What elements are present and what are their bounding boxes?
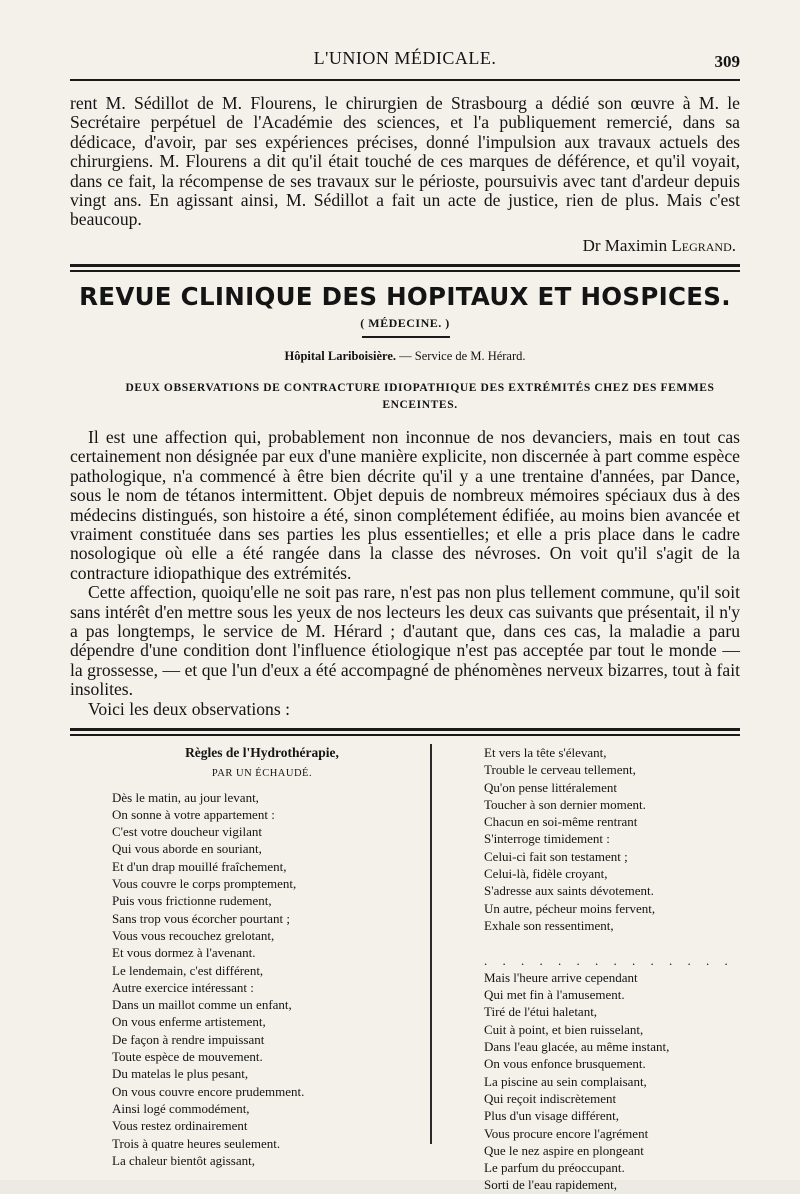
poem-line: Dans l'eau glacée, au même instant, xyxy=(484,1039,670,1055)
poem-line: Vous procure encore l'agrément xyxy=(484,1125,649,1141)
poem-line: Celui-là, fidèle croyant, xyxy=(484,866,608,882)
poem-line: Et vous dormez à l'avenant. xyxy=(112,945,256,961)
poem-line: Trois à quatre heures seulement. xyxy=(112,1135,281,1151)
intro-text: rent M. Sédillot de M. Flourens, le chirurgien de Strasbourg a dédié son œuvre à M. le Secrétaire perpétuel de l'Académie des sciences, et l'a publiquement remercié, dans sa dédicace, d'avoir, par ses expériences précises, donné l'impulsion aux travaux actuels des chirurgiens. M. Flourens a dit qu'il était touché de ces marques de déférence, et qu'il voyait, dans ce fait, la récompense de ses travaux sur le périoste, poursuivis avec tant d'ardeur depuis vingt ans. En agissant ainsi, M. Sédillot a fait un acte de justice, rien de plus. Mais c'est beaucoup. xyxy=(70,93,740,230)
running-title: L'UNION MÉDICALE. xyxy=(313,48,497,68)
poem-line: On vous couvre encore prudemment. xyxy=(112,1083,305,1099)
poem-line: Vous vous recouchez grelotant, xyxy=(112,927,275,943)
poem-line: On sonne à votre appartement : xyxy=(112,806,275,822)
section-subtitle: ( MÉDECINE. ) xyxy=(360,316,450,330)
poem-line: Vous couvre le corps promptement, xyxy=(112,876,297,892)
poem-line: Du matelas le plus pesant, xyxy=(112,1066,249,1082)
running-head xyxy=(70,48,740,78)
body-paragraph-3: Voici les deux observations : xyxy=(88,698,290,719)
poem-line: Celui-ci fait son testament ; xyxy=(484,848,628,864)
poem-line: De façon à rendre impuissant xyxy=(112,1031,265,1047)
hospital-line xyxy=(70,349,740,364)
poem-line: Sorti de l'eau rapidement, xyxy=(484,1177,618,1193)
poem-line xyxy=(484,934,764,951)
signature-name: Legrand. xyxy=(671,236,736,255)
poem-line: On vous enferme artistement, xyxy=(112,1014,266,1030)
poem-line: La chaleur bientôt agissant, xyxy=(112,1152,255,1168)
poem-line: On vous enfonce brusquement. xyxy=(484,1056,646,1072)
column-divider xyxy=(430,744,432,1144)
poem-line: Qui met fin à l'amusement. xyxy=(484,987,625,1003)
poem-lines-right xyxy=(484,744,764,1194)
header-rule xyxy=(70,79,740,81)
hospital-name: Hôpital Lariboisière. xyxy=(284,349,397,363)
poem-lines-left xyxy=(112,789,412,1170)
poem-line: S'interroge timidement : xyxy=(484,831,610,847)
signature-prefix: Dr Maximin xyxy=(582,236,668,255)
body-paragraph-2: Cette affection, quoiqu'elle ne soit pas rare, n'est pas non plus tellement commune, qu'il soit sans intérêt d'en mettre sous les yeux de nos lecteurs les deux cas suivants que présentait, il n'y a pas longtemps, le service de M. Hérard ; d'autant que, dans ces cas, la maladie a paru dépendre d'une condition dont l'influence étiologique n'est pas acceptée par tout le monde — la grossesse, — et que l'un d'eux a été accompagné de phénomènes nerveux bizarres, tout à fait insolites. xyxy=(70,582,740,700)
author-signature xyxy=(583,236,736,256)
poem-line: Autre exercice intéressant : xyxy=(112,979,254,995)
poem-line: Puis vous frictionne rudement, xyxy=(112,893,272,909)
poem-line: Plus d'un visage différent, xyxy=(484,1108,619,1124)
poem-byline: PAR UN ÉCHAUDÉ. xyxy=(211,768,313,780)
poem-line: Vous restez ordinairement xyxy=(112,1118,248,1134)
section-title: REVUE CLINIQUE DES HOPITAUX ET HOSPICES. xyxy=(79,282,731,311)
poem-line: La piscine au sein complaisant, xyxy=(484,1073,647,1089)
poem-line: Un autre, pécheur moins fervent, xyxy=(484,900,656,916)
poem-line: Toute espèce de mouvement. xyxy=(112,1049,263,1065)
hospital-service: — Service de M. Hérard. xyxy=(396,349,526,363)
poem-line: S'adresse aux saints dévotement. xyxy=(484,883,654,899)
poem-line: Le lendemain, c'est différent, xyxy=(112,962,264,978)
poem-line: C'est votre doucheur vigilant xyxy=(112,824,263,840)
intro-paragraph xyxy=(70,94,740,230)
poem-line: Qu'on pense littéralement xyxy=(484,779,618,795)
poem-line: Cuit à point, et bien ruisselant, xyxy=(484,1021,644,1037)
poem-line: Mais l'heure arrive cependant xyxy=(484,969,638,985)
poem-line: Qui reçoit indiscrètement xyxy=(484,1090,617,1106)
poem-line: Et vers la tête s'élevant, xyxy=(484,745,607,760)
poem-line: Tiré de l'étui haletant, xyxy=(484,1004,598,1020)
poem-title: Règles de l'Hydrothérapie, xyxy=(185,745,339,760)
poem-column-right xyxy=(484,744,764,1194)
poem-rule-top xyxy=(70,728,740,731)
poem-line: Dès le matin, au jour levant, xyxy=(112,789,259,805)
observation-title: DEUX OBSERVATIONS DE CONTRACTURE IDIOPATHIQUE DES EXTRÉMITÉS CHEZ DES FEMMES ENCEINTES. xyxy=(125,382,715,411)
poem-line: Et d'un drap mouillé fraîchement, xyxy=(112,858,287,874)
poem-line: Qui vous aborde en souriant, xyxy=(112,841,262,857)
poem-line: Chacun en soi-même rentrant xyxy=(484,814,638,830)
poem-rule-bottom xyxy=(70,734,740,736)
poem-line: Que le nez aspire en plongeant xyxy=(484,1142,644,1158)
poem-column-left xyxy=(112,744,412,1169)
poem-line: Exhale son ressentiment, xyxy=(484,917,614,933)
section-double-rule-top xyxy=(70,264,740,267)
body-paragraph-1: Il est une affection qui, probablement non inconnue de nos devanciers, mais en tout cas certainement non désignée par eux d'une manière explicite, non discernée à part comme espèce pathologique, n'a commencé à être bien décrite qu'il y a une trentaine d'années, par Dance, sous le nom de tétanos intermittent. Objet depuis de nombreux mémoires spéciaux dus à des médecins distingués, son histoire a été, sinon complétement édifiée, au moins bien avancée et vraiment constituée dans ses parties les plus essentielles; et elle a pris place dans le cadre nosologique où elle a été rangée dans la classe des névroses. On voit qu'il s'agit de la contracture idiopathique des extrémités. xyxy=(70,427,740,583)
section-double-rule-bottom xyxy=(70,270,740,272)
poem-line: Le parfum du préoccupant. xyxy=(484,1160,625,1176)
poem-line: Trouble le cerveau tellement, xyxy=(484,762,636,778)
poem-line: Toucher à son dernier moment. xyxy=(484,796,646,812)
poem-line: Sans trop vous écorcher pourtant ; xyxy=(112,910,290,926)
page-number: 309 xyxy=(714,52,740,71)
article-body xyxy=(70,428,740,719)
subtitle-rule xyxy=(362,336,450,338)
poem-line: Dans un maillot comme un enfant, xyxy=(112,997,292,1013)
poem-line: Ainsi logé commodément, xyxy=(112,1100,250,1116)
poem-line: . . . . . . . . . . . . . . xyxy=(484,952,734,968)
